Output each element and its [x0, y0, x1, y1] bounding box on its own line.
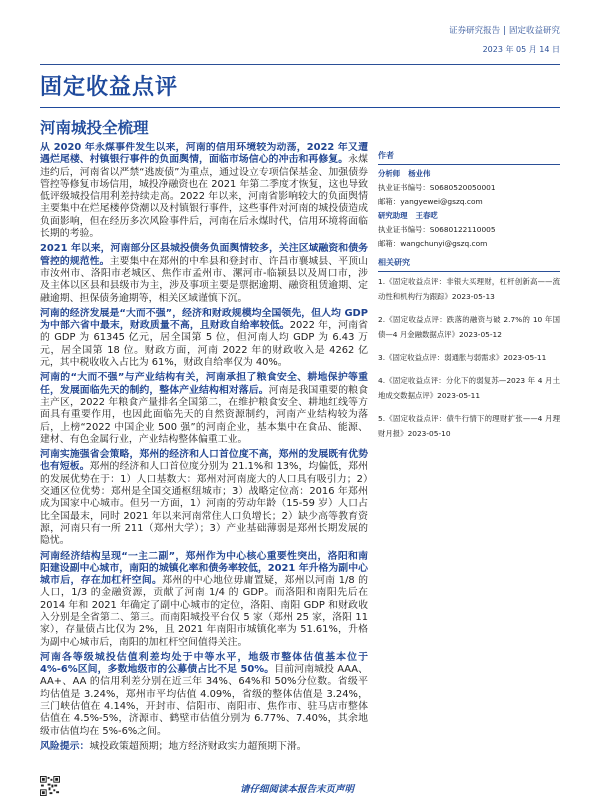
analyst-card — [378, 209, 560, 251]
related-number: 5. — [378, 414, 386, 423]
analyst-list — [378, 167, 560, 251]
related-title: 《固定收益点评：弱通胀与弱需求》 — [385, 353, 504, 362]
paragraph-lead: 从 2020 年永煤事件发生以来，河南的信用环境较为动荡，2022 年又遭遇烂尾楼、村镇银行事件的负面舆情，面临市场信心的冲击和再修复。 — [40, 142, 368, 166]
report-header — [340, 24, 560, 57]
header-report-type: 证券研究报告 — [449, 26, 501, 36]
cert-number: S0680520050001 — [429, 183, 496, 192]
analyst-name: 杨业伟 — [408, 169, 431, 178]
report-subtitle: 河南城投全梳理 — [40, 119, 149, 137]
header-category-line — [340, 24, 560, 38]
analyst-email-line — [378, 195, 560, 209]
paragraph-lead: 2021 年以来，河南部分区县城投债务负面舆情较多，关注区域融资和债务管控的规范性。 — [40, 243, 368, 267]
risk-warning — [40, 741, 368, 753]
related-number: 4. — [378, 376, 386, 385]
related-number: 2. — [378, 315, 386, 324]
analyst-title-line — [378, 167, 560, 181]
related-date: 2023-05-11 — [437, 391, 481, 400]
analyst-name: 王春呓 — [415, 211, 438, 220]
email-label: 邮箱： — [378, 197, 401, 206]
cert-number: S0680122110005 — [429, 225, 496, 234]
paragraph-5 — [40, 449, 368, 547]
paragraph-body: 主要集中在郑州的中牟县和登封市、许昌市襄城县、平顶山市汝州市、洛阳市老城区、焦作市孟州市、漯河市-临颍县以及周口市，涉及主体以区县和县级市为主，涉及事项主要是票据逾期、融资租赁逾期、定融逾期、担保债务逾期等，相关区域谨慎下沉。 — [40, 255, 368, 304]
related-title: 《固定收益点评：分化下的弱复苏—2023 年 4 月土地成交数据点评》 — [378, 376, 560, 400]
paragraph-3 — [40, 308, 368, 369]
analyst-role: 研究助理 — [378, 211, 408, 220]
title-divider — [40, 107, 560, 108]
analyst-role: 分析师 — [378, 169, 401, 178]
related-research-item[interactable] — [378, 312, 560, 342]
related-date: 2023-05-13 — [451, 292, 495, 301]
analyst-email-line — [378, 237, 560, 251]
related-research-list — [378, 274, 560, 441]
paragraph-6 — [40, 551, 368, 649]
paragraph-1 — [40, 142, 368, 240]
paragraph-lead: 河南各等级城投估值利差均处于中等水平，地级市整体估值基本位于 4%-6%区间，多数地级市的公募债占比不足 50%。 — [40, 651, 368, 676]
related-research-item[interactable] — [378, 411, 560, 441]
risk-text: 城投政策超预期；地方经济财政实力超预期下滑。 — [89, 740, 307, 752]
paragraph-lead: 河南的经济发展是“大而不强”，经济和财政规模均全国领先，但人均 GDP 为中部六省中最末，财政质量不高，且财政自给率较低。 — [40, 307, 368, 332]
paragraph-lead: 河南经济结构呈现“一主二副”，郑州作为中心核心重要性突出，洛阳和南阳建设副中心城市，南阳的城镇化率和债务率较低，2021 年升格为副中心城市后，存在加杠杆空间。 — [40, 550, 368, 587]
header-category: 固定收益研究 — [508, 26, 560, 36]
analyst-card — [378, 167, 560, 209]
paragraph-body: 永煤违约后，河南省以严禁“逃废债”为重点，通过设立专项信保基金、加强债券管控等修复市场信用，城投净融资也在 2021 年第二季度才恢复，这也导致低评级城投信用利差持续走高。2022 年以来，河南省影响较大的负面舆情主要集中在烂尾楼停贷潮以及村镇银行事件，这些事件对河南的城投债造成负面影响，但在经历多次风险事件后，河南在后永煤时代，信用环境将面临长期的考验。 — [40, 154, 368, 240]
paragraph-lead: 河南实施强省会策略，郑州的经济和人口首位度不高，郑州的发展既有优势也有短板。 — [40, 449, 368, 473]
paragraph-body: 郑州的经济和人口首位度分别为 21.1%和 13%，均偏低，郑州的发展优势在于：1）人口基数大：郑州对河南庞大的人口具有吸引力；2）交通区位优势：郑州是全国交通枢纽城市；3）战略定位高：2016 年郑州成为国家中心城市。但另一方面，1）河南的劳动年龄（15-59 岁）人口占比全国最末，同时 2021 年以来河南常住人口负增长；2）缺少高等教育资源，河南只有一所 211（郑州大学）；3）产业基础薄弱是郑州长期发展的隐忧。 — [40, 461, 368, 547]
paragraph-body: 2022 年，河南省的 GDP 为 61345 亿元，居全国第 5 位，但河南人均 GDP 为 6.43 万元，居全国第 18 位。财政方面，河南 2022 年的财政收入是 4262 亿元，其中税收收入占比为 61%，财政自给率仅为 40%。 — [40, 320, 368, 369]
report-title: 固定收益点评 — [40, 75, 179, 100]
header-divider — [40, 64, 560, 65]
paragraph-body: 目前河南城投 AAA、AA+、AA 的信用利差分别在近三年 34%、64%和 50%分位数。省级平均估值是 3.24%，郑州市平均估值 4.09%，省级的整体估值是 3.24%，三门峡估值在 4.14%，开封市、信阳市、南阳市、焦作市、驻马店市整体估值在 4.5%-5%，济源市、鹤壁市估值分别为 6.77%、7.40%，其余地级市估值均在 5%-6%之间。 — [40, 664, 368, 737]
analyst-title-line — [378, 209, 560, 223]
paragraph-body: 郑州的中心地位毋庸置疑，郑州以河南 1/8 的人口，1/3 的金融资源，贡献了河南 1/4 的 GDP。而洛阳和南阳先后在 2014 年和 2021 年确定了副中心城市的定位，洛阳、南阳 GDP 和财政收入分别是全省第二、第三。而南阳城投平台仅 5 家（郑州 25 家，洛阳 11 家），存量债占比仅为 2%，且 2021 年南阳市城镇化率为 51.61%，升格为副中心城市后，南阳的加杠杆空间值得关注。 — [40, 575, 368, 648]
related-date: 2023-05-10 — [407, 429, 451, 438]
related-number: 3. — [378, 353, 386, 362]
related-research-item[interactable] — [378, 350, 560, 365]
analyst-email-link[interactable]: wangchunyi@gszq.com — [400, 239, 488, 248]
qr-code — [40, 776, 60, 796]
header-separator: | — [503, 26, 506, 36]
analyst-email-link[interactable]: yangyewei@gszq.com — [400, 197, 483, 206]
related-title: 《固定收益点评：跌落的融资与破 2.7%的 10 年国债—4 月金融数据点评》 — [378, 315, 560, 339]
related-title: 《固定收益点评：非银大买理财，杠杆创新高——流动性和机构行为跟踪》 — [378, 277, 560, 301]
related-title: 《固定收益点评：债牛行情下的理财扩张——4 月理财月报》 — [378, 414, 560, 438]
related-date: 2023-05-11 — [503, 353, 547, 362]
related-number: 1. — [378, 277, 386, 286]
cert-label: 执业证书编号： — [378, 183, 430, 192]
analyst-cert-line — [378, 181, 560, 195]
related-research-heading: 相关研究 — [378, 257, 560, 272]
related-date: 2023-05-12 — [458, 330, 502, 339]
header-date: 2023 年 05 月 14 日 — [482, 45, 560, 54]
paragraph-2 — [40, 243, 368, 304]
paragraph-4 — [40, 372, 368, 446]
risk-label: 风险提示： — [40, 740, 90, 752]
analyst-cert-line — [378, 223, 560, 237]
sidebar — [378, 150, 560, 449]
paragraph-7 — [40, 652, 368, 738]
authors-heading: 作者 — [378, 150, 560, 165]
related-research-item[interactable] — [378, 373, 560, 403]
email-label: 邮箱： — [378, 239, 401, 248]
paragraph-body: 河南是我国重要的粮食主产区，2022 年粮食产量排名全国第二，在维护粮食安全、耕地红线等方面具有重要作用，也因此面临先天的自然资源制约，河南产业结构较为落后，上榜“2022 中国企业 500 强”的河南企业，基本集中在食品、能源、建材、有色金属行业，产业结构整体偏重工业。 — [40, 384, 368, 445]
paragraph-lead: 河南的“大而不强”与产业结构有关，河南承担了粮食安全、耕地保护等重任，发展面临先天的制约，整体产业结构相对落后。 — [40, 372, 368, 396]
related-research-item[interactable] — [378, 274, 560, 304]
footer-disclaimer-note: 请仔细阅读本报告末页声明 — [240, 784, 355, 795]
main-body — [40, 142, 368, 774]
cert-label: 执业证书编号： — [378, 225, 430, 234]
